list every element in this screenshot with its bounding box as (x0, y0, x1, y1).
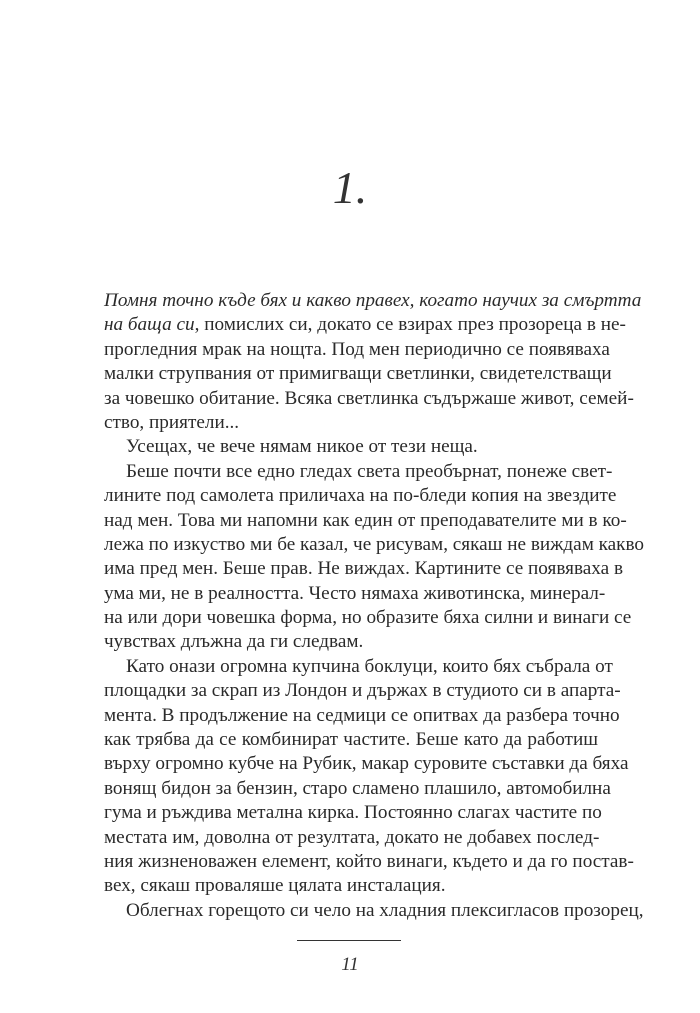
chapter-title: 1. (332, 162, 368, 213)
footer-divider (297, 940, 401, 941)
text-line (104, 435, 598, 459)
text-line (104, 484, 617, 508)
text: малки струпвания от примигващи светлинки, свидетелстващи (104, 363, 612, 385)
text: вех, сякаш проваляше цялата инсталация. (104, 875, 446, 897)
text: гума и ръждива метална кирка. Постоянно слагах частите по (104, 802, 602, 824)
text-line (104, 630, 598, 654)
text: върху огромно кубче на Рубик, макар суровите съставки да бяха (104, 753, 629, 775)
text-line (104, 850, 634, 874)
text: прогледния мрак на нощта. Под мен периодично се появяваха (104, 338, 610, 360)
text-line (104, 509, 627, 533)
text: , помислих си, докато се взирах през прозореца в не- (194, 314, 626, 336)
text-line (104, 606, 632, 630)
text-line (104, 557, 624, 581)
text-line (104, 362, 612, 386)
text-line (104, 313, 626, 337)
text: мента. В продължение на седмици се опитвах да разбера точно (104, 704, 620, 726)
text-line (104, 801, 602, 825)
text-line (104, 655, 613, 679)
text: площадки за скрап из Лондон и държах в студиото си в апарта- (104, 680, 621, 702)
text-line (104, 387, 634, 411)
text-line (104, 874, 598, 898)
text: Беше почти все едно гледах света преобърнат, понеже свет- (126, 460, 613, 482)
text-line (104, 289, 642, 313)
text: Усещах, че вече нямам никое от тези неща. (126, 436, 478, 458)
text: на или дори човешка форма, но образите бяха силни и винаги се (104, 607, 632, 629)
text-line (104, 411, 598, 435)
text: Облегнах горещото си чело на хладния плексигласов прозорец, (126, 899, 644, 921)
text-line (104, 533, 645, 557)
text: ство, приятели... (104, 411, 240, 433)
italic-text: Помня точно къде бях и какво правех, когато научих за смъртта (104, 290, 642, 311)
text-line (104, 679, 621, 703)
text-line (104, 728, 598, 752)
text: лежа по изкуство ми бе казал, че рисувам, сякаш не виждам какво (104, 533, 645, 555)
text-line (104, 777, 611, 801)
text: за човешко обитание. Всяка светлинка съдържаше живот, семей- (104, 387, 634, 409)
text: Като онази огромна купчина боклуци, които бях събрала от (126, 655, 613, 677)
chapter-body-text (104, 289, 645, 923)
text-line (104, 752, 629, 776)
text: ума ми, не в реалността. Често нямаха животинска, минерал- (104, 582, 606, 604)
text: чувствах длъжна да ги следвам. (104, 631, 364, 653)
text-line (104, 460, 613, 484)
text: над мен. Това ми напомни как един от преподавателите ми в ко- (104, 509, 627, 531)
text-line (104, 338, 610, 362)
text-line (104, 826, 598, 850)
text-line (104, 582, 606, 606)
text: вонящ бидон за бензин, старо сламено плашило, автомобилна (104, 777, 611, 799)
text: има пред мен. Беше прав. Не виждах. Картините се появяваха в (104, 558, 624, 580)
page-number: 11 (341, 954, 359, 975)
italic-text: на баща си (104, 314, 195, 336)
text: ния жизненоважен елемент, който винаги, където и да го постав- (104, 850, 634, 872)
text-line (104, 899, 644, 923)
text: как трябва да се комбинират частите. Беше като да работиш (104, 729, 598, 751)
text: лините под самолета приличаха на по-бледи копия на звездите (104, 485, 617, 507)
text-line (104, 704, 620, 728)
text: местата им, доволна от резултата, докато не добавех послед- (104, 826, 600, 848)
